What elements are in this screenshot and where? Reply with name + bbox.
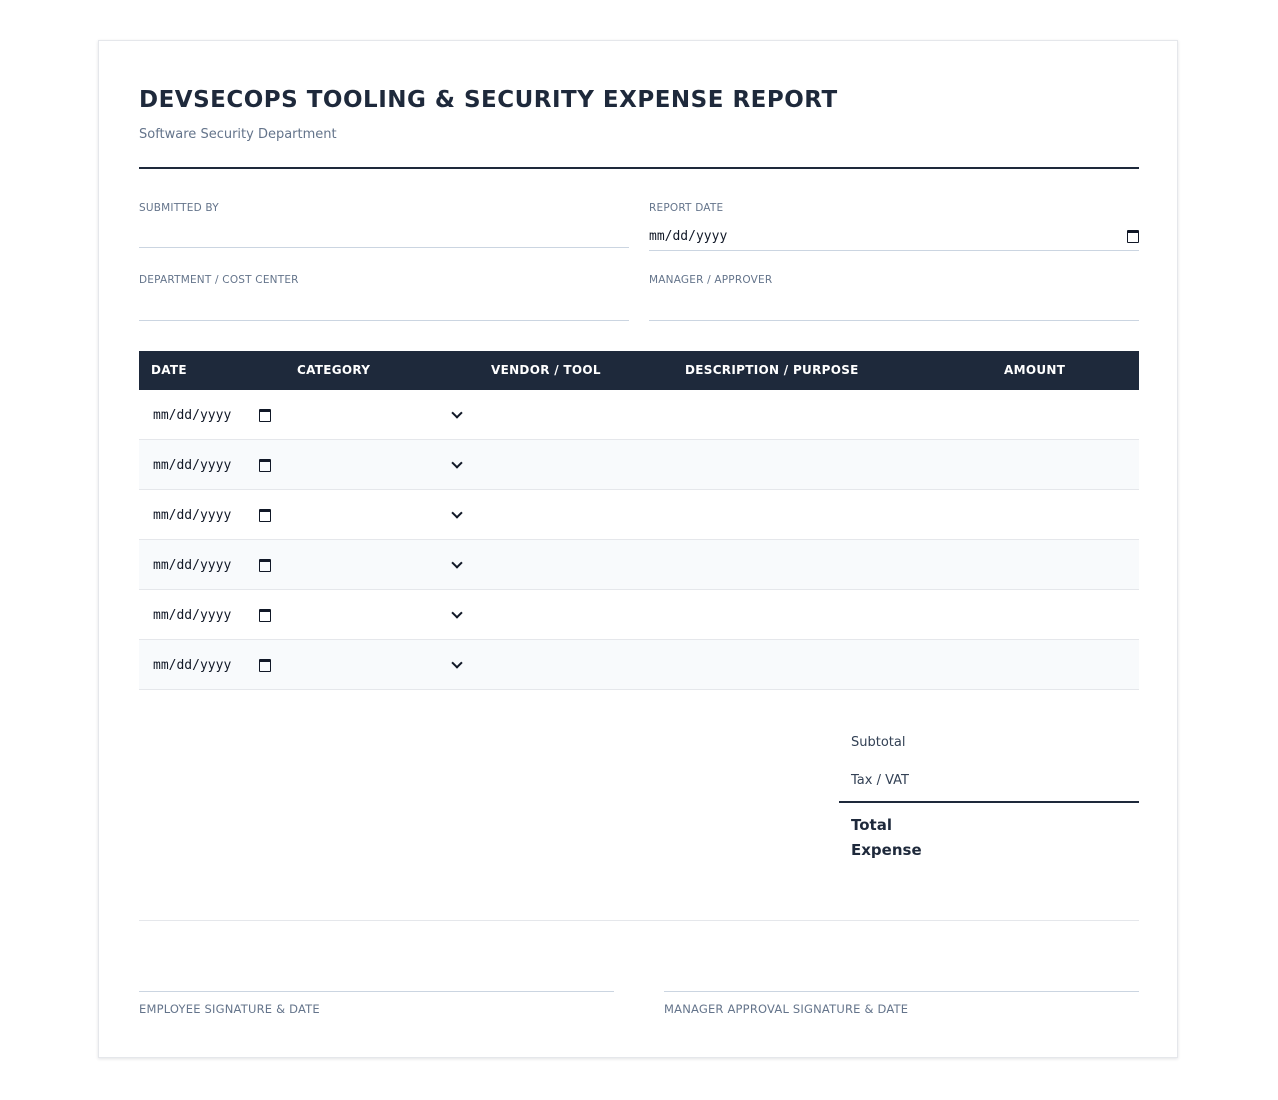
table-row — [139, 640, 1139, 690]
calendar-icon[interactable] — [259, 659, 271, 672]
department-group — [139, 274, 629, 286]
row-date-input[interactable] — [153, 540, 271, 590]
column-header-amount: AMOUNT — [1004, 363, 1066, 377]
manager-signature-line[interactable] — [664, 991, 1139, 992]
row-date-input[interactable] — [153, 590, 271, 640]
submitted-by-group — [139, 202, 629, 214]
row-date-value: mm/dd/yyyy — [153, 457, 232, 473]
row-category-select[interactable] — [289, 448, 469, 482]
calendar-icon[interactable] — [259, 559, 271, 572]
chevron-down-icon — [451, 607, 462, 618]
report-date-value: mm/dd/yyyy — [649, 228, 728, 244]
manager-label: MANAGER / APPROVER — [649, 274, 773, 286]
expense-report-sheet — [98, 40, 1178, 1058]
employee-signature-line[interactable] — [139, 991, 614, 992]
report-date-label: REPORT DATE — [649, 202, 724, 214]
tax-label: Tax / VAT — [851, 773, 909, 788]
chevron-down-icon — [451, 507, 462, 518]
total-expense-label: Total Expense — [851, 816, 922, 859]
column-header-category: CATEGORY — [297, 363, 371, 377]
table-row — [139, 440, 1139, 490]
table-row — [139, 490, 1139, 540]
calendar-icon[interactable] — [259, 609, 271, 622]
table-row — [139, 590, 1139, 640]
table-row — [139, 540, 1139, 590]
row-date-value: mm/dd/yyyy — [153, 507, 232, 523]
submitted-by-underline — [139, 247, 629, 248]
row-date-input[interactable] — [153, 490, 271, 540]
calendar-icon[interactable] — [259, 409, 271, 422]
department-underline — [139, 320, 629, 321]
row-category-select[interactable] — [289, 498, 469, 532]
row-category-select[interactable] — [289, 598, 469, 632]
employee-signature-label: EMPLOYEE SIGNATURE & DATE — [139, 1002, 320, 1016]
chevron-down-icon — [451, 457, 462, 468]
department-label: DEPARTMENT / COST CENTER — [139, 274, 299, 286]
summary-divider — [839, 801, 1139, 803]
manager-signature-label: MANAGER APPROVAL SIGNATURE & DATE — [664, 1002, 909, 1016]
footer-divider — [139, 920, 1139, 921]
row-date-value: mm/dd/yyyy — [153, 407, 232, 423]
column-header-date: DATE — [151, 363, 187, 377]
column-header-vendor: VENDOR / TOOL — [491, 363, 601, 377]
calendar-icon[interactable] — [259, 509, 271, 522]
row-date-value: mm/dd/yyyy — [153, 557, 232, 573]
department-subtitle: Software Security Department — [139, 127, 337, 142]
column-header-description: DESCRIPTION / PURPOSE — [685, 363, 859, 377]
row-date-input[interactable] — [153, 440, 271, 490]
page-title: DEVSECOPS TOOLING & SECURITY EXPENSE REPORT — [139, 87, 838, 113]
table-row — [139, 390, 1139, 440]
row-category-select[interactable] — [289, 398, 469, 432]
submitted-by-input[interactable] — [139, 222, 629, 246]
report-date-underline — [649, 250, 1139, 251]
submitted-by-label: SUBMITTED BY — [139, 202, 219, 214]
expense-table-header — [139, 351, 1139, 390]
calendar-icon[interactable] — [259, 459, 271, 472]
row-category-select[interactable] — [289, 648, 469, 682]
manager-input[interactable] — [649, 294, 1139, 318]
report-date-input[interactable] — [649, 226, 1139, 246]
manager-underline — [649, 320, 1139, 321]
chevron-down-icon — [451, 657, 462, 668]
calendar-icon[interactable] — [1127, 230, 1139, 243]
chevron-down-icon — [451, 407, 462, 418]
report-date-group — [649, 202, 1139, 214]
manager-group — [649, 274, 1139, 286]
row-date-input[interactable] — [153, 390, 271, 440]
row-date-value: mm/dd/yyyy — [153, 607, 232, 623]
chevron-down-icon — [451, 557, 462, 568]
row-category-select[interactable] — [289, 548, 469, 582]
header-divider — [139, 167, 1139, 169]
row-date-input[interactable] — [153, 640, 271, 690]
subtotal-label: Subtotal — [851, 735, 906, 750]
department-input[interactable] — [139, 294, 629, 318]
row-date-value: mm/dd/yyyy — [153, 657, 232, 673]
